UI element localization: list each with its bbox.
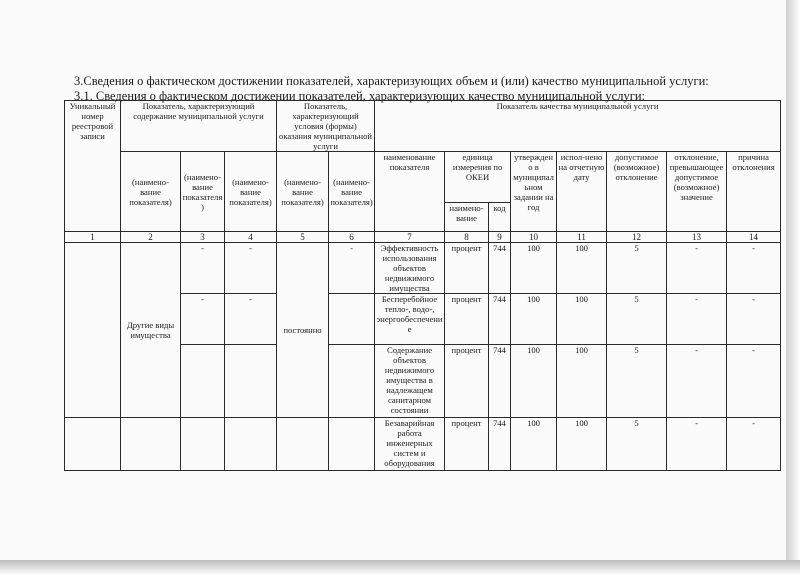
quality-indicators-table [64, 100, 781, 471]
exceeding-cell: - [667, 418, 727, 471]
indicator-name-cell: Безаварийная работа инженерных систем и оборудования [375, 418, 445, 471]
column-number: 7 [375, 232, 445, 243]
indicator-name-cell: Бесперебойное тепло-, водо-, энергообеспечение [375, 294, 445, 345]
approved-cell: 100 [511, 345, 557, 418]
exceeding-cell: - [667, 345, 727, 418]
header-content-indicator: Показатель, характеризующий содержание муниципальной услуги [121, 101, 277, 152]
exceeding-cell: - [667, 294, 727, 345]
allowed-cell: 5 [607, 345, 667, 418]
row-cell [225, 418, 277, 471]
code-cell: 744 [489, 345, 511, 418]
allowed-cell: 5 [607, 294, 667, 345]
column-number: 9 [489, 232, 511, 243]
reason-cell: - [727, 345, 781, 418]
header-approved: утверждено в муниципальном задании на год [511, 152, 557, 232]
executed-cell: 100 [557, 345, 607, 418]
allowed-cell: 5 [607, 243, 667, 294]
row-cell: - [225, 294, 277, 345]
reason-cell: - [727, 243, 781, 294]
unit-cell: процент [445, 243, 489, 294]
column-number: 14 [727, 232, 781, 243]
header-unit-code: код [489, 203, 511, 232]
indicator-name-cell: Эффективность использования объектов недвижимого имущества [375, 243, 445, 294]
header-row-2 [65, 152, 781, 203]
header-indicator-name: наименование показателя [375, 152, 445, 232]
reason-cell: - [727, 294, 781, 345]
column-number: 11 [557, 232, 607, 243]
header-unique-number: Уникальный номер реестровой записи [65, 101, 121, 232]
unit-cell: процент [445, 294, 489, 345]
row-cell: - [181, 294, 225, 345]
column-number: 2 [121, 232, 181, 243]
header-name-2: (наимено-вание показателя) [181, 152, 225, 232]
column-number: 12 [607, 232, 667, 243]
allowed-cell: 5 [607, 418, 667, 471]
header-unit-name: наимено-вание [445, 203, 489, 232]
unique-number-cell [65, 243, 121, 418]
scan-edge-shadow [786, 0, 800, 575]
unit-cell: процент [445, 418, 489, 471]
approved-cell: 100 [511, 294, 557, 345]
code-cell: 744 [489, 243, 511, 294]
reason-cell: - [727, 418, 781, 471]
header-name-1: (наимено-вание показателя) [121, 152, 181, 232]
approved-cell: 100 [511, 418, 557, 471]
column-number: 10 [511, 232, 557, 243]
unit-cell: процент [445, 345, 489, 418]
header-row-1 [65, 101, 781, 152]
executed-cell: 100 [557, 294, 607, 345]
unique-number-cell [65, 418, 121, 471]
column-number-row [65, 232, 781, 243]
code-cell: 744 [489, 294, 511, 345]
row-cell: - [329, 243, 375, 294]
header-name-5: (наимено-вание показателя) [329, 152, 375, 232]
scan-bottom-shadow [0, 560, 800, 575]
content-value-cell: Другие виды имущества [121, 243, 181, 418]
condition-value-cell [277, 418, 329, 471]
exceeding-cell: - [667, 243, 727, 294]
header-unit-okei: единица измерения по ОКЕИ [445, 152, 511, 203]
header-conditions-indicator: Показатель, характеризующий условия (формы) оказания муниципальной услуги [277, 101, 375, 152]
row-cell [225, 345, 277, 418]
column-number: 6 [329, 232, 375, 243]
row-cell [181, 345, 225, 418]
table-row [65, 243, 781, 294]
column-number: 4 [225, 232, 277, 243]
header-deviation-reason: причина отклонения [727, 152, 781, 232]
row-cell: - [181, 243, 225, 294]
row-cell [329, 294, 375, 345]
header-allowed-deviation: допустимое (возможное) отклонение [607, 152, 667, 232]
header-name-4: (наимено-вание показателя) [277, 152, 329, 232]
row-cell [181, 418, 225, 471]
column-number: 3 [181, 232, 225, 243]
section-heading: 3.Сведения о фактическом достижении показателей, характеризующих объем и (или) качество муниципальной услуги: [74, 74, 709, 88]
indicator-name-cell: Содержание объектов недвижимого имущества в надлежащем санитарном состоянии [375, 345, 445, 418]
column-number: 13 [667, 232, 727, 243]
executed-cell: 100 [557, 243, 607, 294]
content-value-cell [121, 418, 181, 471]
row-cell [329, 418, 375, 471]
row-cell: - [225, 243, 277, 294]
code-cell: 744 [489, 418, 511, 471]
column-number: 8 [445, 232, 489, 243]
approved-cell: 100 [511, 243, 557, 294]
header-exceeding-deviation: отклонение, превышающее допустимое (возможное) значение [667, 152, 727, 232]
row-cell [329, 345, 375, 418]
header-executed: испол-нено на отчетную дату [557, 152, 607, 232]
condition-value-cell: постоянно [277, 243, 329, 418]
header-name-3: (наимено-вание показателя) [225, 152, 277, 232]
header-quality-indicator: Показатель качества муниципальной услуги [375, 101, 781, 152]
column-number: 1 [65, 232, 121, 243]
subsection-heading: 3.1. Сведения о фактическом достижении показателей, характеризующих качество муниципальной услуги: [74, 89, 646, 103]
table-row [65, 418, 781, 471]
executed-cell: 100 [557, 418, 607, 471]
column-number: 5 [277, 232, 329, 243]
